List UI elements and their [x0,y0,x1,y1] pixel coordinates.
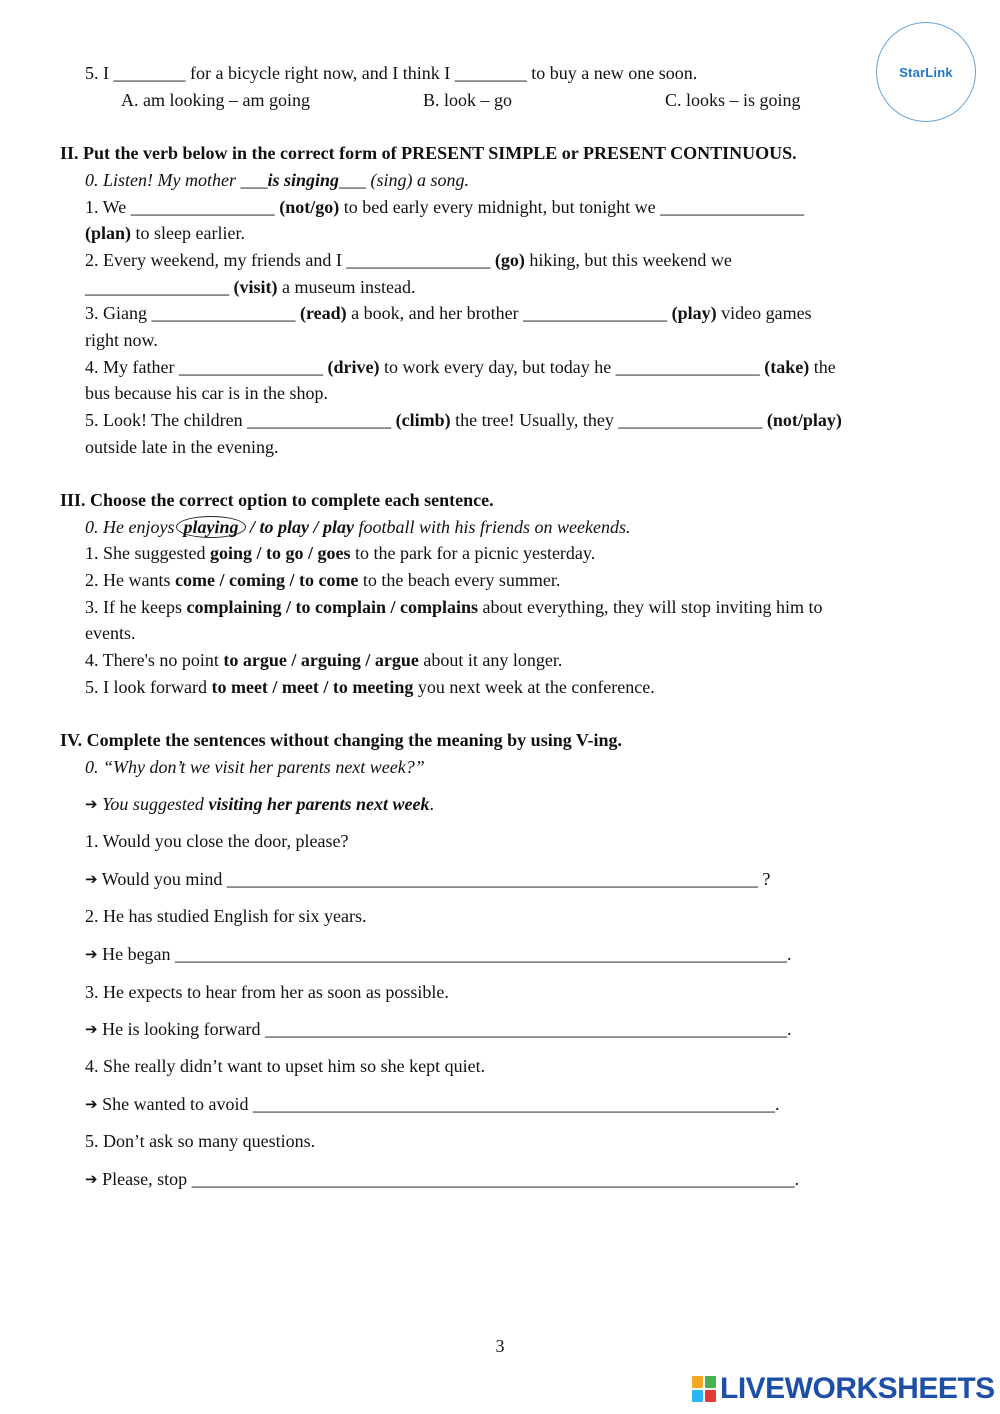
s3-q2[interactable] [85,569,560,591]
s4-a1[interactable] [85,868,770,891]
options[interactable]: come / coming / to come [174,570,359,590]
s2-q2-line2[interactable] [85,276,415,298]
arrow-icon: ➔ [85,1020,98,1038]
text: to sleep earlier. [131,223,245,243]
verb-hint: (play) [671,303,717,323]
starlink-logo [876,22,976,122]
text: the [809,357,836,377]
s4-a4[interactable] [85,1093,780,1116]
s3-q3-line1[interactable] [85,596,823,618]
s2-q3-line1[interactable] [85,302,812,324]
s3-q1[interactable] [85,542,595,564]
icon-block [692,1376,703,1388]
s3-q5[interactable] [85,676,655,698]
arrow-icon: ➔ [85,795,98,813]
circled-answer: playing [176,516,245,538]
text: 2. Every weekend, my friends and I ________________ [85,250,495,270]
icon-block [692,1390,703,1402]
section-3-heading: III. Choose the correct option to complete each sentence. [60,490,494,510]
text: about everything, they will stop inviting him to [478,597,823,617]
answer-line[interactable]: Would you mind ___________________________________________________________ ? [101,869,771,889]
option-a[interactable]: A. am looking – am going [121,90,310,110]
arrow-icon: ➔ [85,945,98,963]
answer-line[interactable]: He began ____________________________________________________________________. [102,944,792,964]
s4-q5: 5. Don’t ask so many questions. [85,1131,316,1151]
s3-q3-line2: events. [85,623,136,643]
s4-q4: 4. She really didn’t want to upset him so she kept quiet. [85,1056,486,1076]
liveworksheets-icon [692,1376,716,1402]
verb-hint: (read) [300,303,347,323]
options: / to play / play [245,517,354,537]
s4-a5[interactable] [85,1168,799,1191]
text: . [429,794,434,814]
section-2-heading: II. Put the verb below in the correct form of PRESENT SIMPLE or PRESENT CONTINUOUS. [60,143,797,163]
s4-example-question: 0. “Why don’t we visit her parents next week?” [85,757,425,777]
verb-hint: (visit) [233,277,278,297]
s2-q1-line2 [85,222,245,244]
s4-q1: 1. Would you close the door, please? [85,831,349,851]
s2-q4-line2: bus because his car is in the shop. [85,383,328,403]
text: 0. He enjoys [85,517,175,537]
text: to bed early every midnight, but tonight we ________________ [339,197,805,217]
text: 1. We ________________ [85,197,280,217]
text: you next week at the conference. [413,677,655,697]
text: hiking, but this weekend we [524,250,732,270]
section-3-example [85,516,630,538]
example-text: ___ (sing) a song. [339,170,470,190]
text: 3. If he keeps [85,597,187,617]
text: 2. He wants [85,570,175,590]
verb-hint: (not/go) [279,197,340,217]
icon-block [705,1390,716,1402]
text: about it any longer. [418,650,563,670]
options[interactable]: to meet / meet / to meeting [211,677,414,697]
s4-q2: 2. He has studied English for six years. [85,906,367,926]
liveworksheets-logo[interactable] [692,1372,995,1406]
page-number: 3 [495,1336,505,1356]
liveworksheets-text: LIVEWORKSHEETS [720,1372,995,1405]
s4-example-answer [85,793,434,816]
text: a book, and her brother ________________ [346,303,672,323]
text: the tree! Usually, they ________________ [450,410,767,430]
text: 1. She suggested [85,543,210,563]
s2-q3-line2: right now. [85,330,158,350]
s3-q4[interactable] [85,649,562,671]
answer-line[interactable]: He is looking forward __________________________________________________________. [102,1019,792,1039]
text: 3. Giang ________________ [85,303,300,323]
text: 5. Look! The children ________________ [85,410,396,430]
text: 5. I look forward [85,677,212,697]
verb-hint: (climb) [395,410,451,430]
section-2-example [85,169,469,191]
s2-q2-line1[interactable] [85,249,732,271]
logo-text: StarLink [899,64,953,80]
icon-block [705,1376,716,1388]
section-4-heading: IV. Complete the sentences without changing the meaning by using V-ing. [60,730,623,750]
text: 4. My father ________________ [85,357,328,377]
question-5-text: 5. I ________ for a bicycle right now, and I think I ________ to buy a new one soon. [85,63,698,83]
verb-hint: (plan) [85,223,132,243]
text: to the beach every summer. [358,570,561,590]
s2-q5-line1[interactable] [85,409,842,431]
s2-q5-line2: outside late in the evening. [85,437,279,457]
text: to work every day, but today he ________________ [379,357,765,377]
answer: visiting her parents next week [208,794,430,814]
answer-line[interactable]: Please, stop ___________________________________________________________________. [102,1169,800,1189]
example-answer: is singing [267,170,340,190]
text: football with his friends on weekends. [353,517,631,537]
text: to the park for a picnic yesterday. [350,543,596,563]
options[interactable]: going / to go / goes [210,543,351,563]
arrow-icon: ➔ [85,1095,98,1113]
verb-hint: (go) [494,250,525,270]
verb-hint: (not/play) [766,410,842,430]
s4-q3: 3. He expects to hear from her as soon as possible. [85,982,449,1002]
s4-a3[interactable] [85,1018,792,1041]
answer-line[interactable]: She wanted to avoid __________________________________________________________. [102,1094,780,1114]
text: a museum instead. [277,277,416,297]
option-b[interactable]: B. look – go [423,90,513,110]
example-text: 0. Listen! My mother ___ [85,170,268,190]
arrow-icon: ➔ [85,870,98,888]
s2-q4-line1[interactable] [85,356,836,378]
text: ________________ [85,277,234,297]
text: You suggested [102,794,209,814]
arrow-icon: ➔ [85,1170,98,1188]
verb-hint: (drive) [327,357,380,377]
s2-q1-line1[interactable] [85,196,804,218]
text: 4. There's no point [85,650,224,670]
options[interactable]: to argue / arguing / argue [223,650,419,670]
s4-a2[interactable] [85,943,792,966]
option-c[interactable]: C. looks – is going [665,90,801,110]
text: video games [716,303,812,323]
options[interactable]: complaining / to complain / complains [186,597,479,617]
verb-hint: (take) [764,357,810,377]
